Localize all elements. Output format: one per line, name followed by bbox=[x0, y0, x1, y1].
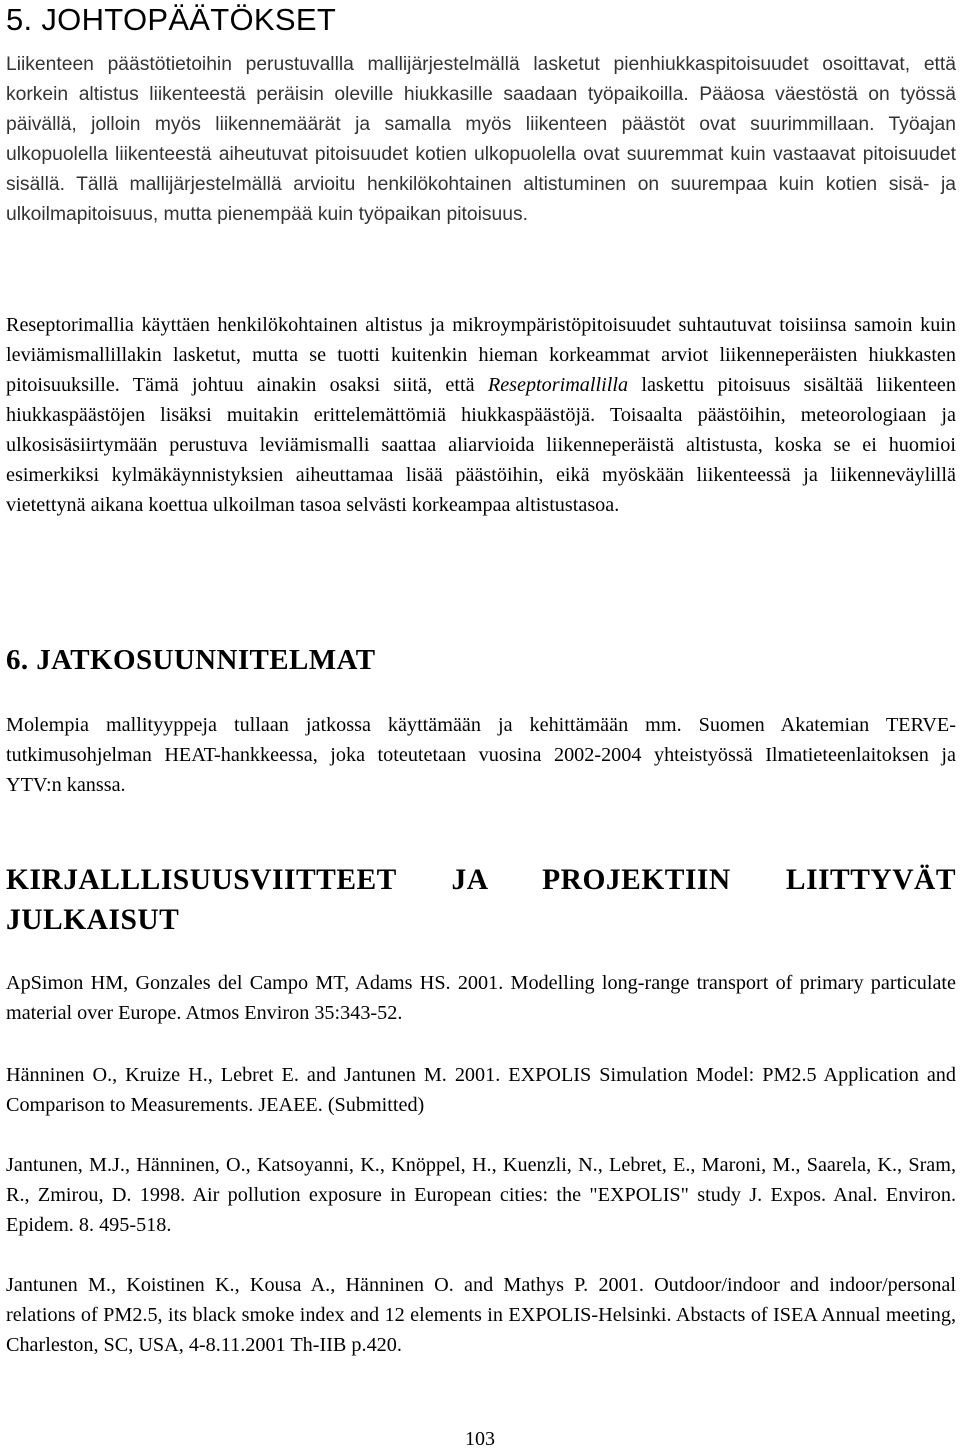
reference-item: Jantunen M., Koistinen K., Kousa A., Hänninen O. and Mathys P. 2001. Outdoor/indoor and indoor/personal relations of PM2.5, its black smoke index and 12 elements in EXPOLIS-Helsinki. Abstacts of ISEA Annual meeting, Charleston, SC, USA, 4-8.11.2001 Th-IIB p.420. bbox=[6, 1274, 956, 1356]
page-number: 103 bbox=[465, 1428, 495, 1450]
reference-item: Jantunen, M.J., Hänninen, O., Katsoyanni, K., Knöppel, H., Kuenzli, N., Lebret, E., Maroni, M., Saarela, K., Sram, R., Zmirou, D. 1998. Air pollution exposure in European cities: the "EXPOLIS" study J. Expos. Anal. Environ. Epidem. 8. 495-518. bbox=[6, 1154, 956, 1236]
section-5-heading: 5. JOHTOPÄÄTÖKSET bbox=[6, 2, 337, 37]
paragraph-2-text-start: Reseptorimallia käyttäen henkilökohtainen altistus ja mikroympäristöpitoisuudet suhtautuvat toisiinsa samoin kuin leviämismallillakin lasketut, mutta se tuotti kuitenkin hieman korkeammat arviot liikenneperäisten hiukkasten pitoisuuksille. Tämä johtuu ainakin osaksi siitä, että bbox=[6, 314, 956, 396]
section-6-heading: 6. JATKOSUUNNITELMAT bbox=[6, 644, 376, 676]
reference-item: ApSimon HM, Gonzales del Campo MT, Adams HS. 2001. Modelling long-range transport of primary particulate material over Europe. Atmos Environ 35:343-52. bbox=[6, 972, 956, 1024]
reference-item: Hänninen O., Kruize H., Lebret E. and Jantunen M. 2001. EXPOLIS Simulation Model: PM2.5 Application and Comparison to Measurements. JEAEE. (Submitted) bbox=[6, 1064, 956, 1116]
section-6-paragraph: Molempia mallityyppeja tullaan jatkossa käyttämään ja kehittämään mm. Suomen Akatemian TERVE-tutkimusohjelman HEAT-hankkeessa, joka toteutetaan vuosina 2002-2004 yhteistyössä Ilmatieteenlaitoksen ja YTV:n kanssa. bbox=[6, 714, 956, 796]
reseptorimalli-italic-term: Reseptorimallilla bbox=[487, 374, 629, 396]
paragraph-2-text-end: laskettu pitoisuus sisältää liikenteen hiukkaspäästöjen lisäksi muitakin erittelemättömiä hiukkaspäästöjä. Toisaalta päästöihin, meteorologiaan ja ulkosisäsiirtymään perustuva leviämismalli saattaa aliarvioida liikenneperäistä altistusta, koska se ei huomioi esimerkiksi kylmäkäynnistyksien aiheuttamaa lisää päästöihin, eikä myöskään liikenteessä ja liikenneväylillä vietettynä aikana koettua ulkoilman tasoa selvästi korkeampaa altistustasoa. bbox=[6, 374, 956, 516]
section-5-paragraph-2 bbox=[6, 310, 956, 520]
section-5-paragraph-1: Liikenteen päästötietoihin perustuvallla mallijärjestelmällä lasketut pienhiukkaspitoisuudet osoittavat, että korkein altistus liikenteestä peräisin oleville hiukkasille saadaan työpaikoilla. Pääosa väestöstä on työssä päivällä, jolloin myös liikennemäärät ja samalla myös liikenteen päästöt ovat suurimmillaan. Työajan ulkopuolella liikenteestä aiheutuvat pitoisuudet kotien ulkopuolella ovat suuremmat kuin vastaavat pitoisuudet sisällä. Tällä mallijärjestelmällä arvioitu henkilökohtainen altistuminen on suurempaa kuin kotien sisä- ja ulkoilmapitoisuus, mutta pienempää kuin työpaikan pitoisuus. bbox=[6, 54, 956, 225]
references-heading: KIRJALLLISUUSVIITTEET JA PROJEKTIIN LIITTYVÄT JULKAISUT bbox=[6, 864, 956, 936]
